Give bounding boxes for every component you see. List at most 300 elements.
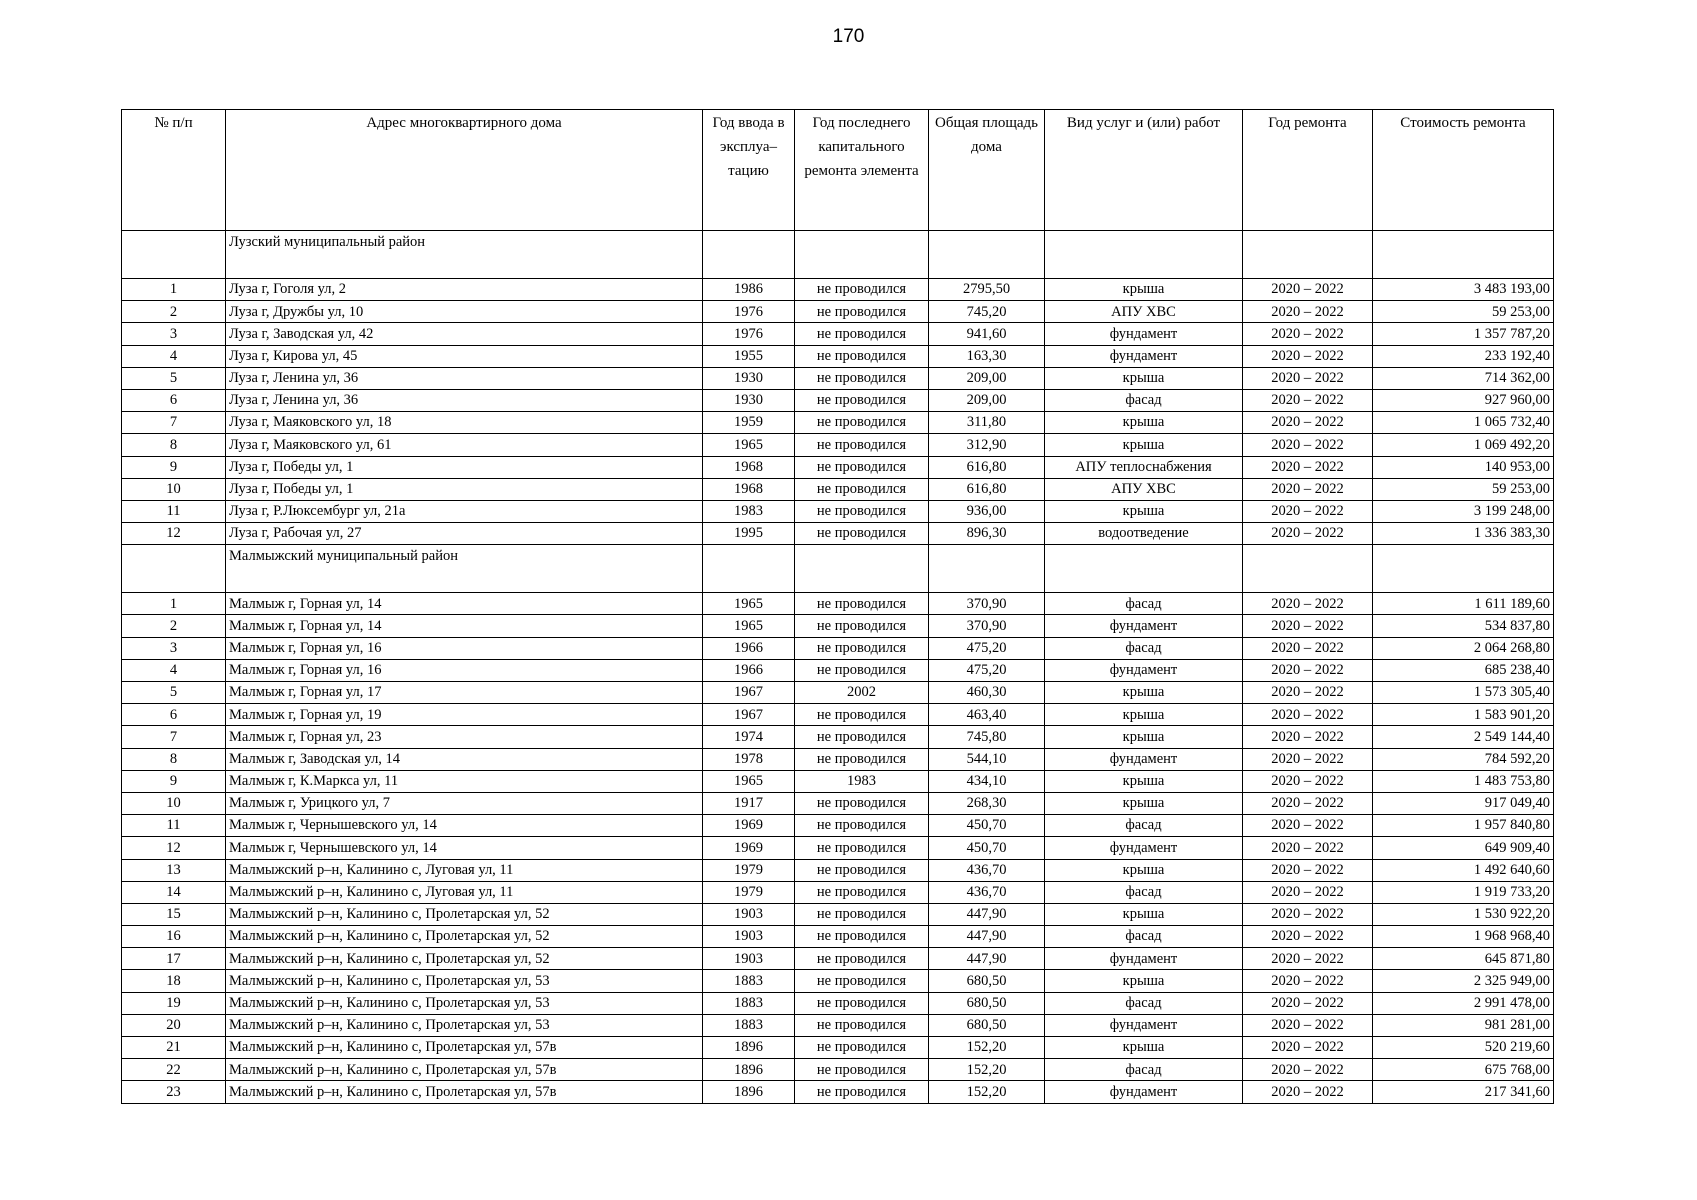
cell-address: Малмыжский р–н, Калинино с, Пролетарская ул, 53 xyxy=(226,992,703,1014)
cell-area: 311,80 xyxy=(929,412,1045,434)
cell-num: 11 xyxy=(122,815,226,837)
cell-num: 21 xyxy=(122,1037,226,1059)
cell-repair-years: 2020 – 2022 xyxy=(1243,434,1373,456)
cell-area: 450,70 xyxy=(929,815,1045,837)
cell-year-built: 1976 xyxy=(703,301,795,323)
table-row xyxy=(122,593,1554,615)
section-empty-cell xyxy=(1045,545,1243,593)
table-row xyxy=(122,434,1554,456)
cell-year-built: 1930 xyxy=(703,389,795,411)
cell-work-type: фасад xyxy=(1045,389,1243,411)
section-empty-cell xyxy=(703,545,795,593)
cell-cost: 59 253,00 xyxy=(1373,301,1554,323)
cell-work-type: крыша xyxy=(1045,434,1243,456)
cell-work-type: фундамент xyxy=(1045,748,1243,770)
table-row xyxy=(122,1014,1554,1036)
cell-work-type: фундамент xyxy=(1045,615,1243,637)
cell-cost: 534 837,80 xyxy=(1373,615,1554,637)
cell-year-built: 1976 xyxy=(703,323,795,345)
cell-num: 22 xyxy=(122,1059,226,1081)
cell-cost: 1 957 840,80 xyxy=(1373,815,1554,837)
cell-num: 14 xyxy=(122,881,226,903)
section-empty-cell xyxy=(1373,545,1554,593)
section-empty-cell xyxy=(795,545,929,593)
cell-repair-years: 2020 – 2022 xyxy=(1243,367,1373,389)
cell-area: 475,20 xyxy=(929,659,1045,681)
cell-work-type: крыша xyxy=(1045,903,1243,925)
cell-year-built: 1967 xyxy=(703,704,795,726)
cell-cost: 1 069 492,20 xyxy=(1373,434,1554,456)
cell-repair-years: 2020 – 2022 xyxy=(1243,345,1373,367)
cell-num: 1 xyxy=(122,279,226,301)
cell-work-type: крыша xyxy=(1045,412,1243,434)
cell-cost: 685 238,40 xyxy=(1373,659,1554,681)
cell-cost: 1 611 189,60 xyxy=(1373,593,1554,615)
cell-address: Малмыж г, Горная ул, 14 xyxy=(226,593,703,615)
cell-year-built: 1965 xyxy=(703,770,795,792)
cell-work-type: крыша xyxy=(1045,792,1243,814)
cell-work-type: крыша xyxy=(1045,859,1243,881)
cell-address: Малмыж г, Горная ул, 14 xyxy=(226,615,703,637)
cell-year-built: 1965 xyxy=(703,593,795,615)
cell-address: Малмыж г, Горная ул, 17 xyxy=(226,682,703,704)
cell-area: 209,00 xyxy=(929,389,1045,411)
cell-last-repair: не проводился xyxy=(795,859,929,881)
table-row xyxy=(122,770,1554,792)
cell-cost: 675 768,00 xyxy=(1373,1059,1554,1081)
cell-cost: 1 583 901,20 xyxy=(1373,704,1554,726)
header-cost: Стоимость ремонта xyxy=(1373,110,1554,231)
cell-address: Луза г, Победы ул, 1 xyxy=(226,478,703,500)
cell-repair-years: 2020 – 2022 xyxy=(1243,389,1373,411)
cell-area: 209,00 xyxy=(929,367,1045,389)
cell-year-built: 1974 xyxy=(703,726,795,748)
cell-work-type: фасад xyxy=(1045,637,1243,659)
cell-last-repair: не проводился xyxy=(795,1059,929,1081)
cell-work-type: АПУ ХВС xyxy=(1045,478,1243,500)
section-row xyxy=(122,545,1554,593)
cell-cost: 645 871,80 xyxy=(1373,948,1554,970)
header-address: Адрес многоквартирного дома xyxy=(226,110,703,231)
cell-area: 436,70 xyxy=(929,859,1045,881)
cell-area: 616,80 xyxy=(929,456,1045,478)
cell-area: 2795,50 xyxy=(929,279,1045,301)
table-row xyxy=(122,792,1554,814)
cell-last-repair: 2002 xyxy=(795,682,929,704)
table-row xyxy=(122,367,1554,389)
cell-cost: 140 953,00 xyxy=(1373,456,1554,478)
cell-cost: 1 357 787,20 xyxy=(1373,323,1554,345)
cell-address: Малмыж г, Заводская ул, 14 xyxy=(226,748,703,770)
repair-registry-table xyxy=(121,109,1554,1104)
cell-last-repair: не проводился xyxy=(795,367,929,389)
cell-last-repair: не проводился xyxy=(795,837,929,859)
cell-cost: 2 991 478,00 xyxy=(1373,992,1554,1014)
cell-area: 447,90 xyxy=(929,903,1045,925)
cell-last-repair: не проводился xyxy=(795,593,929,615)
cell-cost: 917 049,40 xyxy=(1373,792,1554,814)
cell-last-repair: не проводился xyxy=(795,615,929,637)
cell-last-repair: не проводился xyxy=(795,323,929,345)
cell-year-built: 1965 xyxy=(703,615,795,637)
table-row xyxy=(122,948,1554,970)
cell-last-repair: не проводился xyxy=(795,926,929,948)
table-body xyxy=(122,231,1554,1104)
cell-cost: 2 064 268,80 xyxy=(1373,637,1554,659)
section-title: Малмыжский муниципальный район xyxy=(226,545,703,593)
cell-num: 8 xyxy=(122,748,226,770)
cell-num: 19 xyxy=(122,992,226,1014)
cell-cost: 2 325 949,00 xyxy=(1373,970,1554,992)
cell-repair-years: 2020 – 2022 xyxy=(1243,412,1373,434)
cell-num: 7 xyxy=(122,412,226,434)
cell-area: 460,30 xyxy=(929,682,1045,704)
cell-year-built: 1903 xyxy=(703,948,795,970)
cell-year-built: 1930 xyxy=(703,367,795,389)
cell-work-type: крыша xyxy=(1045,704,1243,726)
cell-cost: 1 065 732,40 xyxy=(1373,412,1554,434)
cell-cost: 3 483 193,00 xyxy=(1373,279,1554,301)
cell-area: 447,90 xyxy=(929,926,1045,948)
cell-year-built: 1968 xyxy=(703,456,795,478)
cell-cost: 714 362,00 xyxy=(1373,367,1554,389)
cell-work-type: фундамент xyxy=(1045,948,1243,970)
cell-work-type: фасад xyxy=(1045,1059,1243,1081)
table-row xyxy=(122,389,1554,411)
cell-repair-years: 2020 – 2022 xyxy=(1243,279,1373,301)
table-row xyxy=(122,323,1554,345)
section-empty-cell xyxy=(122,231,226,279)
cell-repair-years: 2020 – 2022 xyxy=(1243,992,1373,1014)
cell-area: 436,70 xyxy=(929,881,1045,903)
cell-year-built: 1883 xyxy=(703,992,795,1014)
cell-address: Малмыж г, Чернышевского ул, 14 xyxy=(226,837,703,859)
cell-repair-years: 2020 – 2022 xyxy=(1243,1081,1373,1103)
cell-repair-years: 2020 – 2022 xyxy=(1243,704,1373,726)
cell-area: 447,90 xyxy=(929,948,1045,970)
cell-year-built: 1969 xyxy=(703,837,795,859)
cell-repair-years: 2020 – 2022 xyxy=(1243,500,1373,522)
cell-address: Луза г, Маяковского ул, 18 xyxy=(226,412,703,434)
cell-cost: 2 549 144,40 xyxy=(1373,726,1554,748)
cell-last-repair: не проводился xyxy=(795,456,929,478)
cell-work-type: крыша xyxy=(1045,1037,1243,1059)
cell-year-built: 1965 xyxy=(703,434,795,456)
cell-year-built: 1896 xyxy=(703,1059,795,1081)
section-empty-cell xyxy=(929,231,1045,279)
cell-repair-years: 2020 – 2022 xyxy=(1243,792,1373,814)
table-row xyxy=(122,637,1554,659)
cell-last-repair: не проводился xyxy=(795,412,929,434)
cell-last-repair: не проводился xyxy=(795,815,929,837)
cell-work-type: фундамент xyxy=(1045,837,1243,859)
section-title: Лузский муниципальный район xyxy=(226,231,703,279)
cell-repair-years: 2020 – 2022 xyxy=(1243,837,1373,859)
cell-work-type: крыша xyxy=(1045,279,1243,301)
cell-last-repair: не проводился xyxy=(795,1081,929,1103)
table-row xyxy=(122,926,1554,948)
cell-year-built: 1966 xyxy=(703,659,795,681)
cell-num: 6 xyxy=(122,704,226,726)
table-row xyxy=(122,1059,1554,1081)
cell-year-built: 1883 xyxy=(703,1014,795,1036)
cell-work-type: крыша xyxy=(1045,770,1243,792)
cell-area: 936,00 xyxy=(929,500,1045,522)
cell-last-repair: не проводился xyxy=(795,659,929,681)
table-row xyxy=(122,748,1554,770)
section-empty-cell xyxy=(1243,545,1373,593)
cell-repair-years: 2020 – 2022 xyxy=(1243,770,1373,792)
section-empty-cell xyxy=(1045,231,1243,279)
cell-area: 434,10 xyxy=(929,770,1045,792)
cell-work-type: фундамент xyxy=(1045,345,1243,367)
cell-area: 163,30 xyxy=(929,345,1045,367)
cell-repair-years: 2020 – 2022 xyxy=(1243,456,1373,478)
section-empty-cell xyxy=(122,545,226,593)
cell-work-type: крыша xyxy=(1045,970,1243,992)
section-row xyxy=(122,231,1554,279)
table-row xyxy=(122,301,1554,323)
cell-year-built: 1986 xyxy=(703,279,795,301)
cell-work-type: фундамент xyxy=(1045,323,1243,345)
cell-address: Малмыж г, Чернышевского ул, 14 xyxy=(226,815,703,837)
table-row xyxy=(122,682,1554,704)
table-row xyxy=(122,659,1554,681)
cell-year-built: 1979 xyxy=(703,881,795,903)
cell-last-repair: не проводился xyxy=(795,903,929,925)
cell-year-built: 1883 xyxy=(703,970,795,992)
table-row xyxy=(122,815,1554,837)
cell-area: 680,50 xyxy=(929,992,1045,1014)
page-number: 170 xyxy=(832,26,865,47)
cell-repair-years: 2020 – 2022 xyxy=(1243,659,1373,681)
cell-address: Малмыжский р–н, Калинино с, Пролетарская ул, 52 xyxy=(226,903,703,925)
cell-last-repair: не проводился xyxy=(795,500,929,522)
cell-address: Малмыж г, Горная ул, 16 xyxy=(226,637,703,659)
cell-repair-years: 2020 – 2022 xyxy=(1243,1014,1373,1036)
cell-last-repair: не проводился xyxy=(795,748,929,770)
cell-repair-years: 2020 – 2022 xyxy=(1243,859,1373,881)
cell-work-type: водоотведение xyxy=(1045,523,1243,545)
cell-address: Малмыжский р–н, Калинино с, Луговая ул, 11 xyxy=(226,859,703,881)
cell-address: Малмыжский р–н, Калинино с, Пролетарская ул, 53 xyxy=(226,970,703,992)
cell-cost: 927 960,00 xyxy=(1373,389,1554,411)
cell-cost: 3 199 248,00 xyxy=(1373,500,1554,522)
cell-address: Малмыжский р–н, Калинино с, Пролетарская ул, 57в xyxy=(226,1081,703,1103)
cell-repair-years: 2020 – 2022 xyxy=(1243,726,1373,748)
cell-area: 616,80 xyxy=(929,478,1045,500)
cell-address: Луза г, Победы ул, 1 xyxy=(226,456,703,478)
table-row xyxy=(122,500,1554,522)
cell-repair-years: 2020 – 2022 xyxy=(1243,478,1373,500)
cell-work-type: фасад xyxy=(1045,815,1243,837)
cell-repair-years: 2020 – 2022 xyxy=(1243,926,1373,948)
cell-num: 18 xyxy=(122,970,226,992)
cell-year-built: 1896 xyxy=(703,1037,795,1059)
cell-address: Луза г, Ленина ул, 36 xyxy=(226,389,703,411)
cell-repair-years: 2020 – 2022 xyxy=(1243,948,1373,970)
cell-area: 370,90 xyxy=(929,593,1045,615)
cell-address: Луза г, Рабочая ул, 27 xyxy=(226,523,703,545)
cell-cost: 649 909,40 xyxy=(1373,837,1554,859)
table-row xyxy=(122,859,1554,881)
header-area: Общая площадь дома xyxy=(929,110,1045,231)
section-empty-cell xyxy=(795,231,929,279)
cell-address: Малмыж г, К.Маркса ул, 11 xyxy=(226,770,703,792)
cell-address: Малмыж г, Горная ул, 16 xyxy=(226,659,703,681)
cell-last-repair: не проводился xyxy=(795,523,929,545)
cell-num: 15 xyxy=(122,903,226,925)
table-row xyxy=(122,615,1554,637)
cell-num: 13 xyxy=(122,859,226,881)
cell-year-built: 1979 xyxy=(703,859,795,881)
cell-num: 16 xyxy=(122,926,226,948)
cell-last-repair: не проводился xyxy=(795,792,929,814)
cell-year-built: 1917 xyxy=(703,792,795,814)
cell-work-type: крыша xyxy=(1045,367,1243,389)
cell-num: 17 xyxy=(122,948,226,970)
cell-area: 268,30 xyxy=(929,792,1045,814)
header-last-repair: Год последнего капитального ремонта элемента xyxy=(795,110,929,231)
cell-address: Луза г, Гоголя ул, 2 xyxy=(226,279,703,301)
cell-repair-years: 2020 – 2022 xyxy=(1243,815,1373,837)
cell-year-built: 1968 xyxy=(703,478,795,500)
table-row xyxy=(122,837,1554,859)
cell-year-built: 1967 xyxy=(703,682,795,704)
table-row xyxy=(122,456,1554,478)
cell-cost: 1 492 640,60 xyxy=(1373,859,1554,881)
cell-area: 450,70 xyxy=(929,837,1045,859)
cell-repair-years: 2020 – 2022 xyxy=(1243,881,1373,903)
section-empty-cell xyxy=(1243,231,1373,279)
cell-repair-years: 2020 – 2022 xyxy=(1243,748,1373,770)
table-row xyxy=(122,412,1554,434)
cell-num: 8 xyxy=(122,434,226,456)
cell-num: 9 xyxy=(122,456,226,478)
header-work-type: Вид услуг и (или) работ xyxy=(1045,110,1243,231)
cell-cost: 1 919 733,20 xyxy=(1373,881,1554,903)
cell-last-repair: не проводился xyxy=(795,279,929,301)
cell-repair-years: 2020 – 2022 xyxy=(1243,323,1373,345)
cell-area: 370,90 xyxy=(929,615,1045,637)
cell-work-type: фасад xyxy=(1045,992,1243,1014)
cell-cost: 59 253,00 xyxy=(1373,478,1554,500)
cell-repair-years: 2020 – 2022 xyxy=(1243,970,1373,992)
cell-num: 10 xyxy=(122,478,226,500)
cell-last-repair: не проводился xyxy=(795,881,929,903)
table-row xyxy=(122,970,1554,992)
cell-address: Малмыжский р–н, Калинино с, Пролетарская ул, 57в xyxy=(226,1037,703,1059)
cell-num: 7 xyxy=(122,726,226,748)
cell-area: 475,20 xyxy=(929,637,1045,659)
cell-last-repair: не проводился xyxy=(795,704,929,726)
cell-last-repair: 1983 xyxy=(795,770,929,792)
cell-last-repair: не проводился xyxy=(795,389,929,411)
cell-work-type: фундамент xyxy=(1045,1014,1243,1036)
cell-num: 5 xyxy=(122,367,226,389)
cell-cost: 981 281,00 xyxy=(1373,1014,1554,1036)
cell-year-built: 1983 xyxy=(703,500,795,522)
table-row xyxy=(122,478,1554,500)
cell-last-repair: не проводился xyxy=(795,1037,929,1059)
table-row xyxy=(122,1037,1554,1059)
cell-num: 9 xyxy=(122,770,226,792)
cell-num: 4 xyxy=(122,659,226,681)
cell-work-type: фасад xyxy=(1045,926,1243,948)
cell-address: Малмыжский р–н, Калинино с, Пролетарская ул, 52 xyxy=(226,926,703,948)
cell-area: 463,40 xyxy=(929,704,1045,726)
cell-address: Луза г, Дружбы ул, 10 xyxy=(226,301,703,323)
cell-last-repair: не проводился xyxy=(795,345,929,367)
cell-cost: 1 483 753,80 xyxy=(1373,770,1554,792)
cell-num: 2 xyxy=(122,301,226,323)
cell-num: 20 xyxy=(122,1014,226,1036)
table-row xyxy=(122,704,1554,726)
cell-area: 680,50 xyxy=(929,1014,1045,1036)
table-row xyxy=(122,903,1554,925)
cell-repair-years: 2020 – 2022 xyxy=(1243,682,1373,704)
cell-cost: 233 192,40 xyxy=(1373,345,1554,367)
cell-cost: 1 573 305,40 xyxy=(1373,682,1554,704)
cell-num: 12 xyxy=(122,837,226,859)
cell-num: 4 xyxy=(122,345,226,367)
cell-last-repair: не проводился xyxy=(795,1014,929,1036)
cell-num: 10 xyxy=(122,792,226,814)
cell-last-repair: не проводился xyxy=(795,948,929,970)
cell-repair-years: 2020 – 2022 xyxy=(1243,637,1373,659)
cell-year-built: 1995 xyxy=(703,523,795,545)
cell-num: 11 xyxy=(122,500,226,522)
cell-area: 896,30 xyxy=(929,523,1045,545)
cell-address: Луза г, Ленина ул, 36 xyxy=(226,367,703,389)
table-row xyxy=(122,345,1554,367)
cell-repair-years: 2020 – 2022 xyxy=(1243,903,1373,925)
cell-area: 152,20 xyxy=(929,1037,1045,1059)
cell-cost: 1 530 922,20 xyxy=(1373,903,1554,925)
cell-area: 152,20 xyxy=(929,1059,1045,1081)
cell-year-built: 1896 xyxy=(703,1081,795,1103)
table-row xyxy=(122,881,1554,903)
cell-work-type: АПУ ХВС xyxy=(1045,301,1243,323)
cell-year-built: 1978 xyxy=(703,748,795,770)
cell-cost: 784 592,20 xyxy=(1373,748,1554,770)
cell-address: Луза г, Заводская ул, 42 xyxy=(226,323,703,345)
cell-work-type: фундамент xyxy=(1045,1081,1243,1103)
cell-num: 5 xyxy=(122,682,226,704)
cell-repair-years: 2020 – 2022 xyxy=(1243,301,1373,323)
cell-last-repair: не проводился xyxy=(795,992,929,1014)
cell-address: Луза г, Кирова ул, 45 xyxy=(226,345,703,367)
cell-year-built: 1903 xyxy=(703,903,795,925)
cell-last-repair: не проводился xyxy=(795,301,929,323)
cell-work-type: фасад xyxy=(1045,593,1243,615)
cell-cost: 217 341,60 xyxy=(1373,1081,1554,1103)
cell-area: 745,20 xyxy=(929,301,1045,323)
cell-repair-years: 2020 – 2022 xyxy=(1243,1059,1373,1081)
table-header xyxy=(122,110,1554,231)
header-repair-years: Год ремонта xyxy=(1243,110,1373,231)
cell-last-repair: не проводился xyxy=(795,726,929,748)
cell-num: 3 xyxy=(122,637,226,659)
cell-cost: 1 968 968,40 xyxy=(1373,926,1554,948)
cell-num: 23 xyxy=(122,1081,226,1103)
table-row xyxy=(122,523,1554,545)
cell-address: Малмыжский р–н, Калинино с, Пролетарская ул, 52 xyxy=(226,948,703,970)
cell-last-repair: не проводился xyxy=(795,434,929,456)
cell-address: Луза г, Р.Люксембург ул, 21а xyxy=(226,500,703,522)
cell-last-repair: не проводился xyxy=(795,970,929,992)
table-row xyxy=(122,1081,1554,1103)
